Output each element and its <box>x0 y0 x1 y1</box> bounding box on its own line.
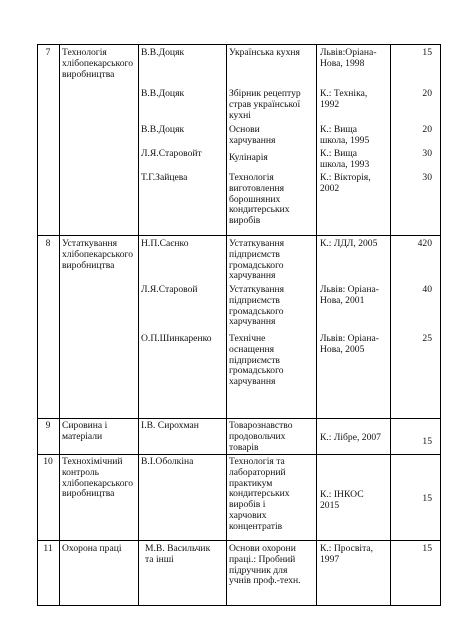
quantity: 15 <box>422 436 432 447</box>
book-title-line: Товарознавство <box>229 420 293 431</box>
discipline-line: Технологія <box>62 47 107 58</box>
publisher-line: К.: Вища <box>320 124 358 135</box>
discipline-line: виробництва <box>62 488 115 500</box>
book-title-line: Устаткування <box>229 238 285 249</box>
quantity: 30 <box>422 172 432 183</box>
author: М.В. Васильчик <box>145 543 211 554</box>
discipline-line: виробництва <box>62 68 115 80</box>
book-title-line: харчування <box>229 316 276 328</box>
publisher-line: Львів:Оріана- <box>320 47 377 58</box>
quantity: 420 <box>417 238 432 249</box>
book-title-line: учнів проф.-техн. <box>229 575 301 587</box>
publisher-line: 1997 <box>320 553 340 565</box>
book-title-line: страв української <box>229 98 301 110</box>
book-title-line: оснащення <box>229 343 275 355</box>
book-title-line: Технологія та <box>229 456 285 467</box>
publisher-line: школа, 1993 <box>320 158 370 170</box>
book-title-line: харчування <box>229 134 276 146</box>
quantity: 15 <box>422 47 432 58</box>
book-title-line: концентратів <box>229 520 283 532</box>
publisher-line: К.: ЛДЛ, 2005 <box>320 238 378 249</box>
book-title-line: праці.: Пробний <box>229 553 296 565</box>
book-title-line: Кулінарія <box>229 152 268 163</box>
author: В.І.Оболкіна <box>141 456 194 467</box>
publisher-line: Нова, 2001 <box>320 294 365 306</box>
col-divider <box>316 44 317 606</box>
book-title-line: Основи <box>229 124 260 135</box>
quantity: 30 <box>422 148 432 159</box>
publisher-line: Львів: Оріана- <box>320 333 379 344</box>
discipline-line: хлібопекарського <box>62 248 133 260</box>
author: І.В. Сирохман <box>141 420 199 431</box>
row-number: 8 <box>45 238 51 249</box>
book-title-line: Збірник рецептур <box>229 88 301 99</box>
row-divider <box>37 540 440 541</box>
table-border-right <box>440 44 441 606</box>
book-title-line: виробів <box>229 215 261 227</box>
book-title-line: кондитерських <box>229 204 290 216</box>
table-border-bottom <box>37 605 440 606</box>
row-divider <box>37 235 440 236</box>
row-number: 9 <box>45 420 51 431</box>
book-title-line: Устаткування <box>229 284 285 295</box>
col-divider <box>226 44 227 606</box>
discipline-line: хлібопекарського <box>62 57 133 69</box>
book-title-line: харчування <box>229 270 276 282</box>
book-title-line: продовольчих <box>229 430 286 442</box>
discipline-line: контроль <box>62 466 100 478</box>
row-divider <box>37 454 440 455</box>
publisher-line: школа, 1995 <box>320 134 370 146</box>
col-divider <box>390 44 391 606</box>
book-title-line: виготовлення <box>229 182 285 194</box>
publisher-line: К.: Техніка, <box>320 88 368 99</box>
row-number: 7 <box>45 47 51 58</box>
publisher-line: Нова, 1998 <box>320 57 365 69</box>
col-divider <box>37 44 38 606</box>
author: О.П.Шинкаренко <box>141 333 212 344</box>
book-title-line: Українська кухня <box>229 47 300 58</box>
publisher-line: Нова, 2005 <box>320 343 365 355</box>
book-title-line: підручник для <box>229 564 288 576</box>
book-title-line: громадського <box>229 365 284 377</box>
publisher-line: 2002 <box>320 182 340 194</box>
book-title-line: практикум <box>229 477 273 489</box>
book-title-line: борошняних <box>229 193 281 205</box>
author: Л.Я.Старовойт <box>141 148 202 159</box>
author: В.В.Доцяк <box>141 88 185 99</box>
quantity: 20 <box>422 124 432 135</box>
col-divider <box>59 44 60 606</box>
publisher-line: К.: Вища <box>320 148 358 159</box>
publisher-line: 1992 <box>320 98 340 110</box>
publisher-line: 2015 <box>320 499 340 511</box>
book-title-line: громадського <box>229 305 284 317</box>
author: Л.Я.Старовой <box>141 284 198 295</box>
book-title-line: громадського <box>229 259 284 271</box>
book-title-line: підприємств <box>229 354 280 366</box>
row-divider <box>37 418 440 419</box>
publisher-line: К.: Лібре, 2007 <box>320 432 381 443</box>
discipline-line: Устаткування <box>62 238 118 249</box>
discipline-line: матеріали <box>62 430 103 442</box>
book-title-line: підприємств <box>229 248 280 260</box>
book-title-line: кухні <box>229 109 251 121</box>
table-border-top <box>37 44 440 45</box>
author: Т.Г.Зайцева <box>141 172 188 183</box>
discipline-line: виробництва <box>62 259 115 271</box>
book-title-line: виробів і <box>229 499 266 511</box>
author-extra: та інші <box>145 553 174 565</box>
book-title-line: Основи охорони <box>229 543 296 554</box>
author: В.В.Доцяк <box>141 47 185 58</box>
publisher-line: Львів: Оріана- <box>320 284 379 295</box>
row-number: 10 <box>43 456 53 467</box>
discipline-line: Охорона праці <box>62 543 122 554</box>
col-divider <box>138 44 139 606</box>
quantity: 40 <box>422 284 432 295</box>
quantity: 25 <box>422 333 432 344</box>
book-title-line: харчування <box>229 376 276 388</box>
book-title-line: Технологія <box>229 172 274 183</box>
book-title-line: товарів <box>229 441 259 453</box>
author: Н.П.Саєнко <box>141 238 189 249</box>
author: В.В.Доцяк <box>141 124 185 135</box>
publisher-line: К.: Просвіта, <box>320 543 374 554</box>
publisher-line: К.: Вікторія, <box>320 172 371 183</box>
book-title-line: Технічне <box>229 333 266 344</box>
discipline-line: Технохімічний <box>62 456 123 467</box>
book-title-line: лабораторний <box>229 466 286 478</box>
book-title-line: харчових <box>229 510 267 521</box>
discipline-line: Сировина і <box>62 420 108 431</box>
book-title-line: підприємств <box>229 294 280 306</box>
quantity: 15 <box>422 543 432 554</box>
quantity: 15 <box>422 493 432 504</box>
publisher-line: К.: ІНКОС <box>320 489 364 500</box>
discipline-line: хлібопекарського <box>62 477 133 489</box>
row-number: 11 <box>43 543 53 554</box>
quantity: 20 <box>422 88 432 99</box>
book-title-line: кондитерських <box>229 488 290 500</box>
